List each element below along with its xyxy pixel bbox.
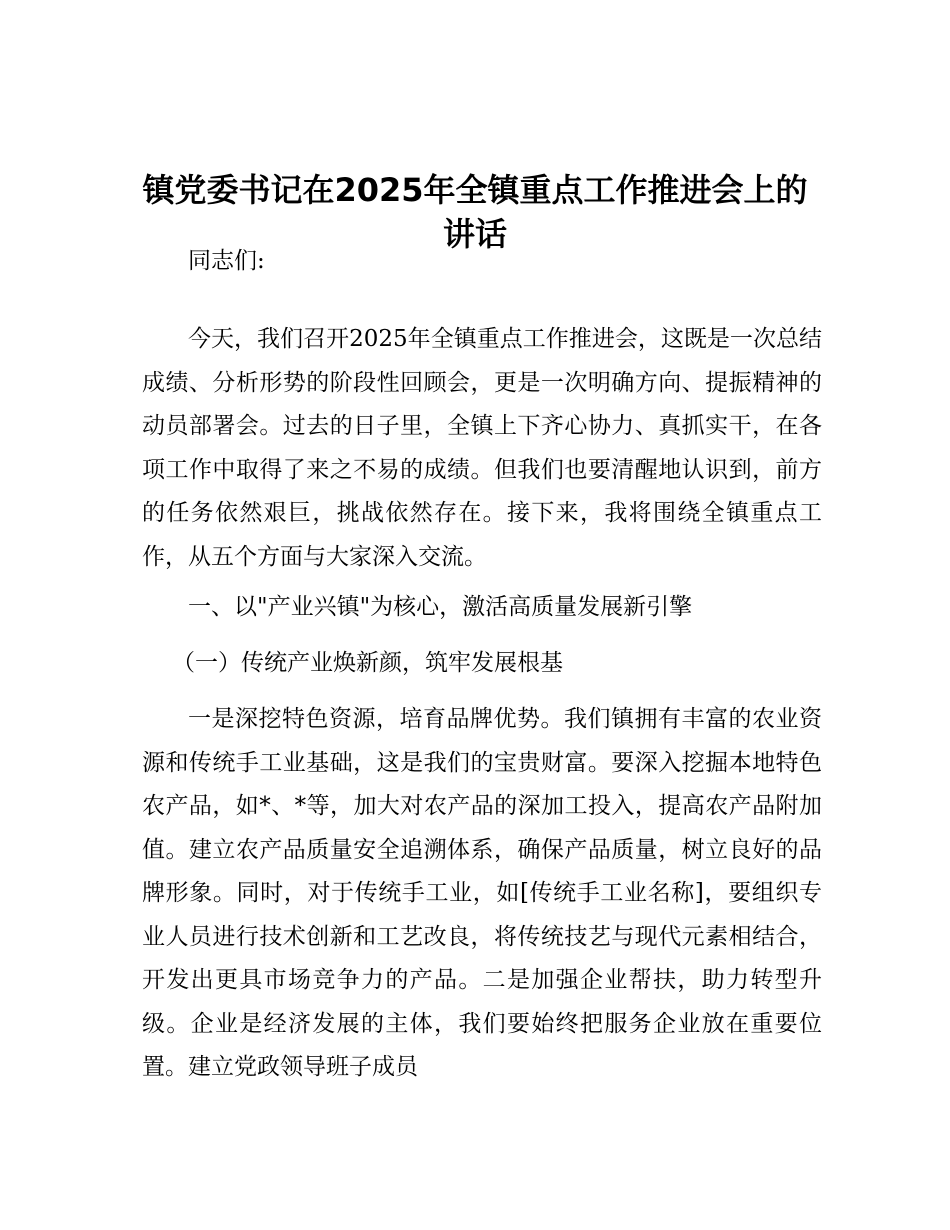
opening-paragraph: 今天，我们召开2025年全镇重点工作推进会，这既是一次总结成绩、分析形势的阶段性回顾会，更是一次明确方向、提振精神的动员部署会。过去的日子里，全镇上下齐心协力、真抓实干，在各项工作中取得了来之不易的成绩。但我们也要清醒地认识到，前方的任务依然艰巨，挑战依然存在。接下来，我将围绕全镇重点工作，从五个方面与大家深入交流。 [142, 326, 822, 570]
subsection-heading: （一）传统产业焕新颜，筑牢发展根基 [172, 650, 563, 676]
section-heading: 一、以"产业兴镇"为核心，激活高质量发展新引擎 [188, 594, 693, 620]
body-paragraph: 一是深挖特色资源，培育品牌优势。我们镇拥有丰富的农业资源和传统手工业基础，这是我们的宝贵财富。要深入挖掘本地特色农产品，如*、*等，加大对农产品的深加工投入，提高农产品附加值。建立农产品质量安全追溯体系，确保产品质量，树立良好的品牌形象。同时，对于传统手工业，如[传统手工业名称]，要组织专业人员进行技术创新和工艺改良，将传统技艺与现代元素相结合，开发出更具市场竞争力的产品。二是加强企业帮扶，助力转型升级。企业是经济发展的主体，我们要始终把服务企业放在重要位置。建立党政领导班子成员 [142, 706, 822, 1080]
salutation: 同志们: [188, 248, 265, 274]
document-title-continuation: 讲话 [442, 215, 507, 253]
document-title: 镇党委书记在2025年全镇重点工作推进会上的 [142, 171, 808, 209]
